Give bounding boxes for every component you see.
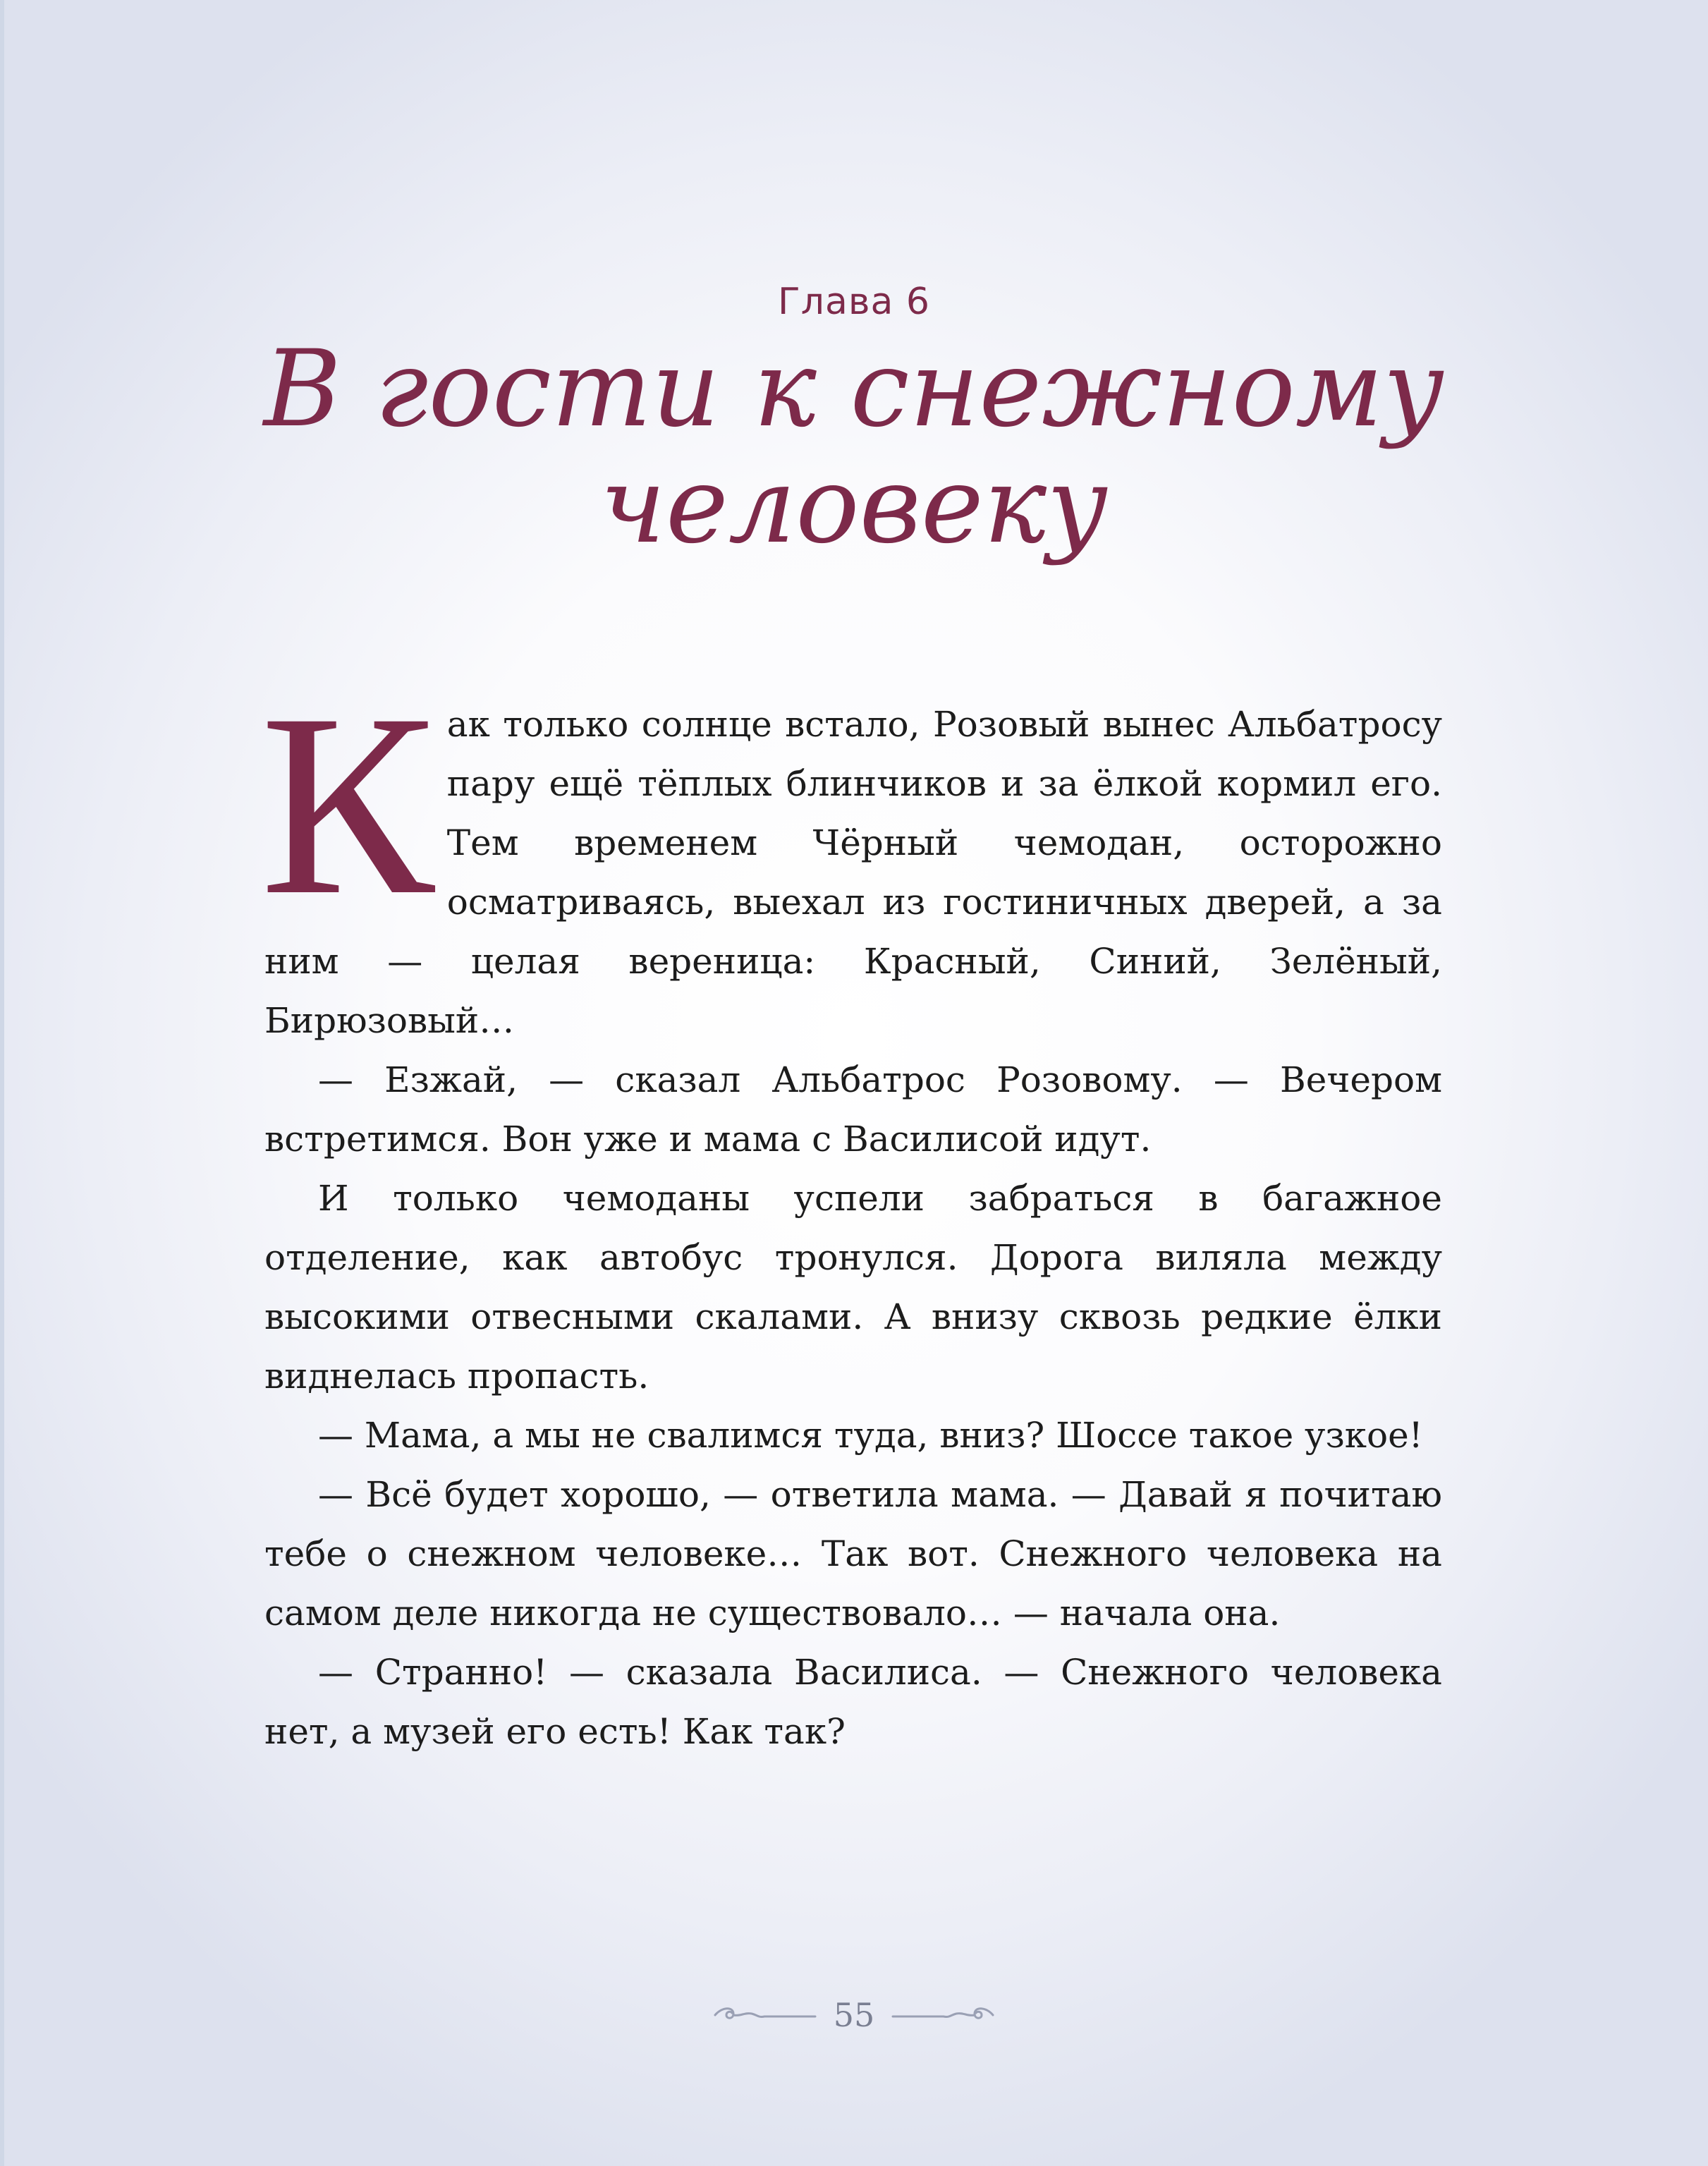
page-footer	[0, 1996, 1708, 2034]
drop-cap: К	[260, 660, 434, 949]
paragraph-4: — Мама, а мы не свалимся туда, вниз? Шоссе такое узкое!	[318, 1415, 1423, 1456]
chapter-title-line-2: человеку	[599, 444, 1109, 567]
chapter-label: Глава 6	[778, 281, 930, 323]
paragraph-2: — Езжай, — сказал Альбатрос Розовому. — Вечером встретимся. Вон уже и мама с Василисой идут.	[264, 1059, 1442, 1160]
chapter-title-line-1: В гости к снежному	[263, 328, 1445, 451]
paragraph-3: И только чемоданы успели забраться в багажное отделение, как автобус тронулся. Дорога виляла между высокими отвесными скалами. А внизу сквозь редкие ёлки виднелась пропасть.	[264, 1178, 1442, 1397]
page-edge	[0, 0, 4, 2166]
paragraph-5: — Всё будет хорошо, — ответила мама. — Давай я почитаю тебе о снежном человеке… Так вот. Снежного человека на самом деле никогда не существовало… — начала она.	[264, 1474, 1442, 1633]
chapter-body	[260, 660, 1442, 1761]
page-number: 55	[833, 1996, 875, 2034]
chapter-title	[0, 328, 1708, 567]
flourish-ornament-right-icon	[890, 2001, 996, 2029]
paragraph-6: — Странно! — сказала Василиса. — Снежного человека нет, а музей его есть! Как так?	[264, 1652, 1442, 1752]
flourish-ornament-left-icon	[712, 2001, 818, 2029]
paragraph-1	[260, 660, 1442, 1050]
paragraph-1-text: ак только солнце встало, Розовый вынес Альбатросу пару ещё тёплых блинчиков и за ёлкой кормил его. Тем временем Чёрный чемодан, осторожно осматриваясь, выехал из гостиничных дверей, а за ним — целая вереница: Красный, Синий, Зелёный, Бирюзовый…	[264, 704, 1442, 1041]
